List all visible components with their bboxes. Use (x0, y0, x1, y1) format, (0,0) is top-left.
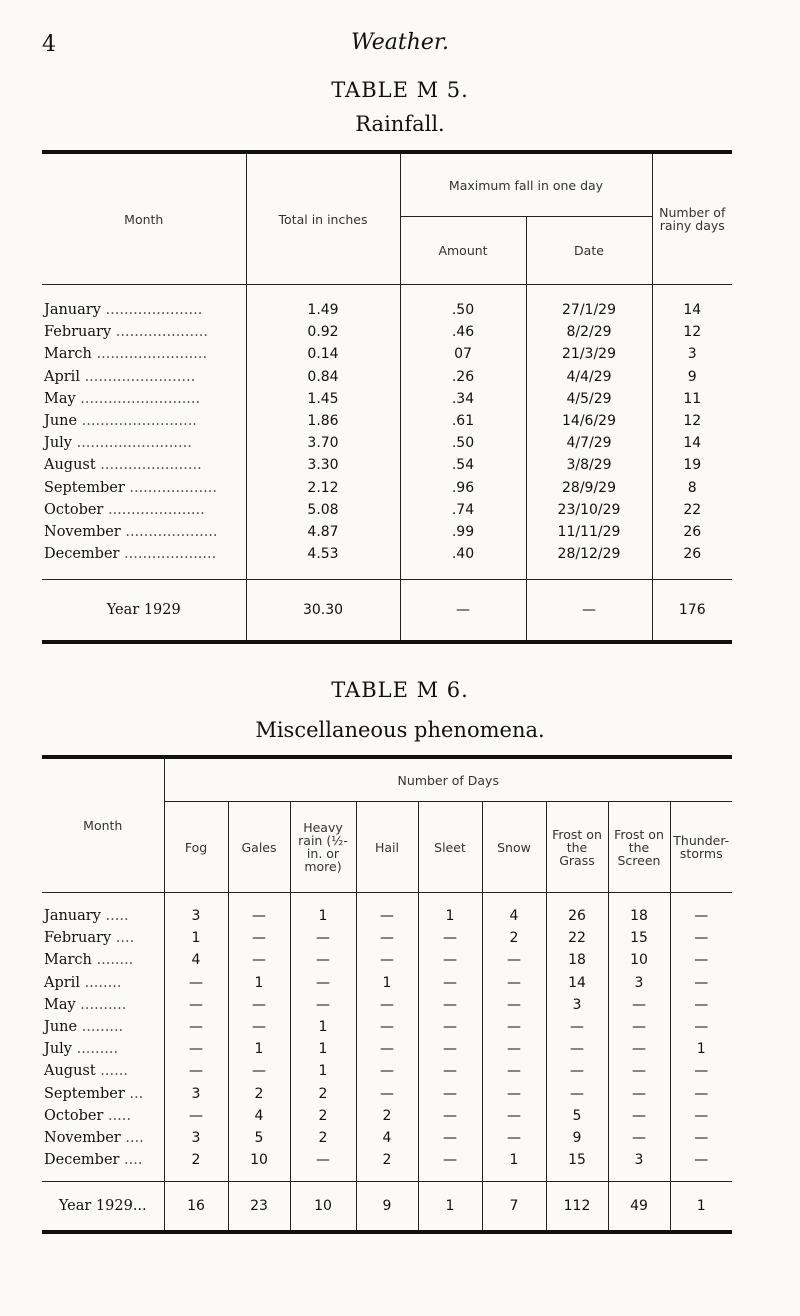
value-cell: — (356, 994, 418, 1016)
table-row (42, 477, 732, 499)
value-cell: 26 (546, 893, 608, 928)
value-cell: — (546, 1083, 608, 1105)
value-cell: 22 (546, 927, 608, 949)
amount-cell: .96 (400, 477, 526, 499)
month-cell: July ......... (44, 1041, 119, 1058)
month-cell: March ........................ (44, 346, 208, 363)
value-cell: 1 (228, 972, 290, 994)
value-cell: — (670, 893, 732, 928)
value-cell: — (356, 949, 418, 971)
value-cell: — (290, 949, 356, 971)
value-cell: — (546, 1038, 608, 1060)
rainy-days-cell: 11 (652, 388, 732, 410)
value-cell: — (164, 1038, 228, 1060)
value-cell: 10 (228, 1149, 290, 1182)
value-cell: — (418, 1105, 482, 1127)
value-cell: — (164, 1016, 228, 1038)
value-cell: 18 (608, 893, 670, 928)
year-total-row (42, 1182, 732, 1233)
leader-dots: ... (124, 1085, 144, 1102)
rainy-days-cell: 12 (652, 410, 732, 432)
header-col-0: Fog (164, 802, 228, 893)
table-row (42, 972, 732, 994)
value-cell: — (670, 927, 732, 949)
value-cell: — (670, 1060, 732, 1082)
leader-dots: ......................... (71, 435, 192, 452)
value-cell: 2 (356, 1149, 418, 1182)
value-cell: — (418, 1038, 482, 1060)
leader-dots: .... (119, 1152, 143, 1169)
value-cell: — (482, 1016, 546, 1038)
value-cell: — (482, 994, 546, 1016)
value-cell: 2 (290, 1083, 356, 1105)
month-cell: May .......................... (44, 390, 201, 407)
value-cell: 18 (546, 949, 608, 971)
value-cell: — (228, 949, 290, 971)
table-m6-subtitle: Miscellaneous phenomena. (255, 718, 545, 742)
year-value: 23 (228, 1182, 290, 1233)
value-cell: 2 (290, 1127, 356, 1149)
value-cell: — (482, 972, 546, 994)
total-cell: 1.49 (246, 285, 400, 322)
amount-cell: .40 (400, 543, 526, 580)
table-row (42, 1016, 732, 1038)
month-cell: August ...... (44, 1063, 128, 1080)
value-cell: 5 (546, 1105, 608, 1127)
value-cell: — (670, 994, 732, 1016)
value-cell: — (546, 1060, 608, 1082)
header-month: Month (42, 152, 246, 285)
header-col-5: Snow (482, 802, 546, 893)
value-cell: — (356, 1016, 418, 1038)
month-cell: December .... (44, 1152, 143, 1169)
table-row (42, 366, 732, 388)
value-cell: — (608, 1127, 670, 1149)
month-cell: October ..................... (44, 501, 205, 518)
value-cell: 3 (608, 972, 670, 994)
year-value: 1 (670, 1182, 732, 1233)
table-row (42, 1105, 732, 1127)
header-col-8: Thunder-storms (670, 802, 732, 893)
year-value: 7 (482, 1182, 546, 1233)
year-value: 16 (164, 1182, 228, 1233)
header-col-7: Frost on the Screen (608, 802, 670, 893)
value-cell: — (290, 1149, 356, 1182)
month-cell: June ......................... (44, 413, 197, 430)
header-max-fall: Maximum fall in one day (400, 152, 652, 217)
table-row (42, 499, 732, 521)
value-cell: — (228, 1060, 290, 1082)
table-row (42, 321, 732, 343)
value-cell: 14 (546, 972, 608, 994)
value-cell: 1 (482, 1149, 546, 1182)
value-cell: — (356, 1060, 418, 1082)
year-value: 49 (608, 1182, 670, 1233)
leader-dots: ..................... (100, 302, 203, 319)
total-cell: 1.45 (246, 388, 400, 410)
total-cell: 5.08 (246, 499, 400, 521)
value-cell: 10 (608, 949, 670, 971)
leader-dots: ........................ (79, 368, 196, 385)
month-cell: April ........................ (44, 368, 196, 385)
month-cell: November .... (44, 1129, 144, 1146)
header-col-2: Heavy rain (½-in. or more) (290, 802, 356, 893)
rainy-days-cell: 22 (652, 499, 732, 521)
total-cell: 1.86 (246, 410, 400, 432)
table-row (42, 949, 732, 971)
date-cell: 3/8/29 (526, 454, 652, 476)
table-row (42, 432, 732, 454)
month-cell: November .................... (44, 523, 218, 540)
value-cell: — (418, 927, 482, 949)
value-cell: — (418, 1083, 482, 1105)
leader-dots: ...... (95, 1063, 128, 1080)
value-cell: — (482, 1105, 546, 1127)
value-cell: — (418, 994, 482, 1016)
value-cell: 2 (228, 1083, 290, 1105)
year-label: Year 1929 (42, 580, 246, 643)
rainy-days-cell: 9 (652, 366, 732, 388)
value-cell: — (670, 1127, 732, 1149)
running-head: Weather. (350, 30, 450, 55)
value-cell: — (670, 1016, 732, 1038)
leader-dots: .......... (75, 996, 127, 1013)
month-cell: February .................... (44, 324, 208, 341)
leader-dots: ..... (100, 908, 129, 925)
table-m5-subtitle: Rainfall. (355, 112, 445, 136)
value-cell: 9 (546, 1127, 608, 1149)
value-cell: — (356, 1038, 418, 1060)
year-date: — (526, 580, 652, 643)
value-cell: 3 (164, 1127, 228, 1149)
leader-dots: ...................... (95, 457, 202, 474)
value-cell: — (228, 994, 290, 1016)
value-cell: — (290, 972, 356, 994)
value-cell: 3 (164, 1083, 228, 1105)
phenomena-table (42, 755, 732, 1234)
value-cell: — (482, 1127, 546, 1149)
table-row (42, 893, 732, 928)
value-cell: 2 (164, 1149, 228, 1182)
value-cell: 2 (290, 1105, 356, 1127)
leader-dots: ..................... (103, 501, 205, 518)
table-row (42, 543, 732, 580)
value-cell: — (164, 1060, 228, 1082)
value-cell: — (670, 1083, 732, 1105)
phenomena-rows (42, 893, 732, 1233)
rainy-days-cell: 14 (652, 285, 732, 322)
value-cell: — (608, 1105, 670, 1127)
date-cell: 28/9/29 (526, 477, 652, 499)
month-cell: January ..................... (44, 302, 203, 319)
value-cell: 4 (228, 1105, 290, 1127)
value-cell: — (482, 1038, 546, 1060)
table-row (42, 1060, 732, 1082)
value-cell: — (356, 1083, 418, 1105)
value-cell: — (482, 949, 546, 971)
table-row (42, 388, 732, 410)
value-cell: — (164, 994, 228, 1016)
month-cell: June ......... (44, 1019, 124, 1036)
value-cell: — (482, 1083, 546, 1105)
year-value: 1 (418, 1182, 482, 1233)
value-cell: 1 (164, 927, 228, 949)
value-cell: — (608, 1060, 670, 1082)
value-cell: — (356, 893, 418, 928)
header-amount: Amount (400, 217, 526, 285)
value-cell: — (164, 1105, 228, 1127)
leader-dots: ........ (79, 974, 122, 991)
value-cell: — (418, 1016, 482, 1038)
year-total: 30.30 (246, 580, 400, 643)
value-cell: — (546, 1016, 608, 1038)
value-cell: — (228, 893, 290, 928)
total-cell: 4.87 (246, 521, 400, 543)
leader-dots: .................... (111, 324, 208, 341)
value-cell: 4 (356, 1127, 418, 1149)
rainy-days-cell: 26 (652, 521, 732, 543)
table-row (42, 994, 732, 1016)
table-row (42, 521, 732, 543)
year-value: 10 (290, 1182, 356, 1233)
value-cell: — (670, 1149, 732, 1182)
date-cell: 14/6/29 (526, 410, 652, 432)
header-col-3: Hail (356, 802, 418, 893)
value-cell: — (418, 949, 482, 971)
value-cell: 3 (608, 1149, 670, 1182)
leader-dots: ........ (91, 952, 134, 969)
total-cell: 4.53 (246, 543, 400, 580)
value-cell: — (164, 972, 228, 994)
amount-cell: 07 (400, 343, 526, 365)
leader-dots: .................... (119, 546, 217, 563)
table-row (42, 410, 732, 432)
value-cell: — (670, 1105, 732, 1127)
page-number: 4 (42, 32, 56, 57)
month-cell: August ...................... (44, 457, 202, 474)
date-cell: 23/10/29 (526, 499, 652, 521)
date-cell: 8/2/29 (526, 321, 652, 343)
table-row (42, 285, 732, 322)
leader-dots: ................... (124, 479, 217, 496)
total-cell: 2.12 (246, 477, 400, 499)
rainy-days-cell: 12 (652, 321, 732, 343)
leader-dots: ......................... (77, 413, 197, 430)
leader-dots: ......... (71, 1041, 119, 1058)
date-cell: 27/1/29 (526, 285, 652, 322)
month-cell: April ........ (44, 974, 122, 991)
table-row (42, 1149, 732, 1182)
date-cell: 21/3/29 (526, 343, 652, 365)
header-number-of-days: Number of Days (164, 757, 732, 802)
rainy-days-cell: 26 (652, 543, 732, 580)
amount-cell: .74 (400, 499, 526, 521)
amount-cell: .54 (400, 454, 526, 476)
header-col-1: Gales (228, 802, 290, 893)
amount-cell: .26 (400, 366, 526, 388)
value-cell: 15 (608, 927, 670, 949)
amount-cell: .99 (400, 521, 526, 543)
value-cell: 1 (290, 893, 356, 928)
header-col-6: Frost on the Grass (546, 802, 608, 893)
value-cell: 1 (290, 1016, 356, 1038)
month-cell: February .... (44, 930, 135, 947)
value-cell: — (482, 1060, 546, 1082)
value-cell: 2 (482, 927, 546, 949)
total-cell: 0.84 (246, 366, 400, 388)
leader-dots: .................... (120, 523, 218, 540)
month-cell: July ......................... (44, 435, 192, 452)
table-row (42, 1127, 732, 1149)
year-days: 176 (652, 580, 732, 643)
date-cell: 28/12/29 (526, 543, 652, 580)
table-row (42, 343, 732, 365)
table-m5-title: TABLE M 5. (331, 78, 469, 102)
value-cell: 3 (546, 994, 608, 1016)
value-cell: — (608, 1016, 670, 1038)
month-cell: January ..... (44, 908, 129, 925)
year-amount: — (400, 580, 526, 643)
amount-cell: .34 (400, 388, 526, 410)
table-row (42, 1083, 732, 1105)
value-cell: 4 (164, 949, 228, 971)
leader-dots: ..... (103, 1107, 132, 1124)
date-cell: 4/5/29 (526, 388, 652, 410)
value-cell: 1 (290, 1060, 356, 1082)
rainfall-table (42, 150, 732, 644)
amount-cell: .50 (400, 432, 526, 454)
leader-dots: .... (111, 930, 135, 947)
value-cell: 2 (356, 1105, 418, 1127)
value-cell: — (290, 927, 356, 949)
total-cell: 0.14 (246, 343, 400, 365)
header-rainy-days: Number of rainy days (652, 152, 732, 285)
value-cell: 15 (546, 1149, 608, 1182)
year-value: 112 (546, 1182, 608, 1233)
value-cell: 1 (670, 1038, 732, 1060)
table-row (42, 454, 732, 476)
table-row (42, 1038, 732, 1060)
year-total-row (42, 580, 732, 643)
rainfall-rows (42, 285, 732, 643)
leader-dots: ........................ (91, 346, 208, 363)
rainy-days-cell: 19 (652, 454, 732, 476)
total-cell: 3.30 (246, 454, 400, 476)
total-cell: 3.70 (246, 432, 400, 454)
rainy-days-cell: 14 (652, 432, 732, 454)
value-cell: — (608, 1083, 670, 1105)
value-cell: — (608, 994, 670, 1016)
leader-dots: .......................... (75, 390, 201, 407)
rainy-days-cell: 3 (652, 343, 732, 365)
year-label: Year 1929... (42, 1182, 164, 1233)
month-cell: September ... (44, 1085, 144, 1102)
value-cell: 1 (228, 1038, 290, 1060)
value-cell: 4 (482, 893, 546, 928)
value-cell: 1 (356, 972, 418, 994)
rainy-days-cell: 8 (652, 477, 732, 499)
value-cell: — (670, 949, 732, 971)
leader-dots: ......... (77, 1019, 124, 1036)
month-cell: May .......... (44, 996, 127, 1013)
value-cell: — (418, 1127, 482, 1149)
value-cell: — (418, 1060, 482, 1082)
amount-cell: .46 (400, 321, 526, 343)
header-date: Date (526, 217, 652, 285)
value-cell: 1 (418, 893, 482, 928)
month-cell: December .................... (44, 546, 217, 563)
month-cell: March ........ (44, 952, 134, 969)
value-cell: — (228, 927, 290, 949)
value-cell: 1 (290, 1038, 356, 1060)
date-cell: 4/4/29 (526, 366, 652, 388)
value-cell: 3 (164, 893, 228, 928)
month-cell: October ..... (44, 1107, 132, 1124)
leader-dots: .... (120, 1129, 144, 1146)
month-cell: September ................... (44, 479, 217, 496)
value-cell: — (418, 1149, 482, 1182)
date-cell: 11/11/29 (526, 521, 652, 543)
amount-cell: .50 (400, 285, 526, 322)
value-cell: — (290, 994, 356, 1016)
table-m6-title: TABLE M 6. (331, 678, 469, 702)
amount-cell: .61 (400, 410, 526, 432)
value-cell: — (670, 972, 732, 994)
total-cell: 0.92 (246, 321, 400, 343)
value-cell: 5 (228, 1127, 290, 1149)
header-col-4: Sleet (418, 802, 482, 893)
year-value: 9 (356, 1182, 418, 1233)
value-cell: — (418, 972, 482, 994)
header-total: Total in inches (246, 152, 400, 285)
value-cell: — (356, 927, 418, 949)
value-cell: — (608, 1038, 670, 1060)
header-month: Month (42, 757, 164, 893)
value-cell: — (228, 1016, 290, 1038)
table-row (42, 927, 732, 949)
date-cell: 4/7/29 (526, 432, 652, 454)
